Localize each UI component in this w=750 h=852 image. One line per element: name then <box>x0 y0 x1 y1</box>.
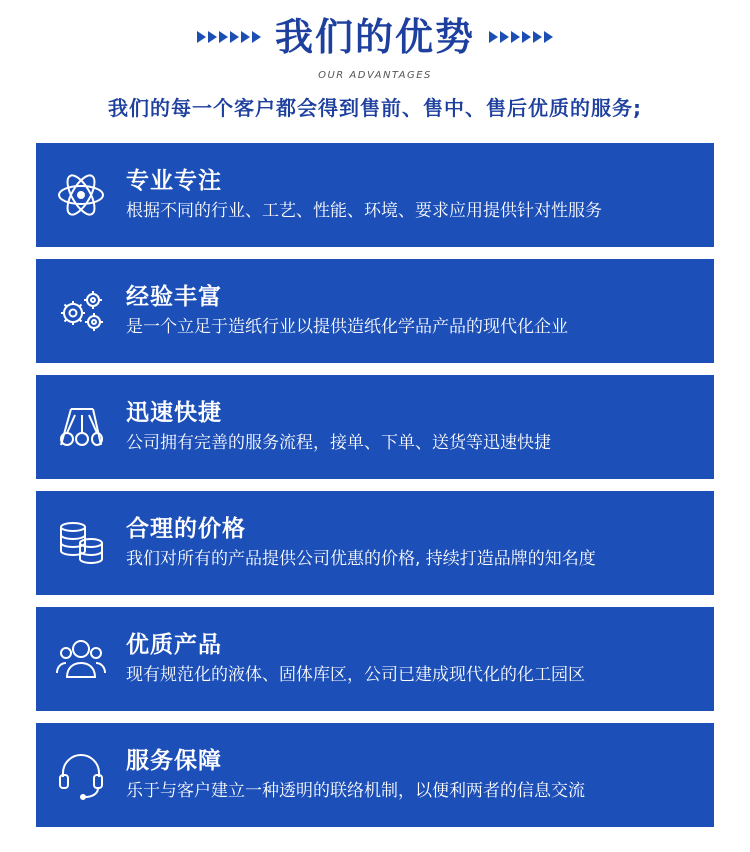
subtitle-english: OUR ADVANTAGES <box>318 70 432 81</box>
advantage-card <box>36 259 714 363</box>
advantage-desc: 公司拥有完善的服务流程，接单、下单、送货等迅速快捷 <box>126 433 551 453</box>
headset-icon <box>55 749 107 801</box>
advantage-title: 服务保障 <box>126 748 222 774</box>
header <box>0 0 750 140</box>
chevrons-right-icon <box>489 31 553 43</box>
gears-icon <box>55 285 107 337</box>
advantage-title: 专业专注 <box>126 168 222 194</box>
users-icon <box>55 633 107 685</box>
page-title: 我们的优势 <box>274 15 475 59</box>
advantage-title: 合理的价格 <box>126 516 246 542</box>
advantage-card <box>36 375 714 479</box>
cylinders-icon <box>55 401 107 453</box>
advantage-title: 经验丰富 <box>126 284 222 310</box>
advantage-title: 迅速快捷 <box>126 400 222 426</box>
advantage-desc: 根据不同的行业、工艺、性能、环境、要求应用提供针对性服务 <box>126 201 602 221</box>
advantage-desc: 我们对所有的产品提供公司优惠的价格, 持续打造品牌的知名度 <box>126 549 596 569</box>
advantage-desc: 乐于与客户建立一种透明的联络机制，以便利两者的信息交流 <box>126 781 585 801</box>
title-row <box>0 14 750 60</box>
chevrons-left-icon <box>197 31 261 43</box>
advantage-card <box>36 723 714 827</box>
advantage-card <box>36 491 714 595</box>
advantage-desc: 是一个立足于造纸行业以提供造纸化学品产品的现代化企业 <box>126 317 568 337</box>
advantage-desc: 现有规范化的液体、固体库区，公司已建成现代化的化工园区 <box>126 665 585 685</box>
atom-icon <box>55 169 107 221</box>
advantage-card <box>36 143 714 247</box>
coins-icon <box>55 517 107 569</box>
intro-text: 我们的每一个客户都会得到售前、售中、售后优质的服务; <box>108 96 642 120</box>
advantage-card <box>36 607 714 711</box>
advantage-title: 优质产品 <box>126 632 222 658</box>
